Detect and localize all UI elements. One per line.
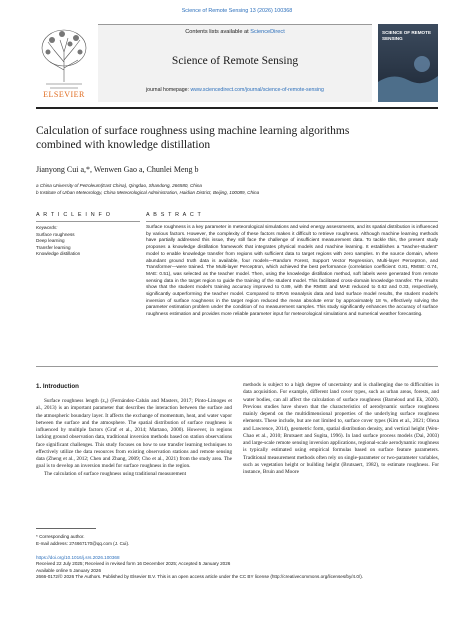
contents-line (98, 29, 372, 35)
title-line-1: Calculation of surface roughness using machine learning algorithms (36, 125, 350, 137)
affiliation-b: b Institute of Urban Meteorology, China Meteorological Administration, Haidian District, Beijing, 100089, China (36, 190, 260, 195)
author-list: Jianyong Cui a,*, Wenwen Gao a, Chunlei Meng b (36, 165, 199, 174)
abstract-text: Surface roughness is a key parameter in meteorological simulations and wind energy assessments, and its spatial distribution is influenced by various factors. However, the complexity of these factors makes it difficult to retrieve roughness. Although machine learning methods have partially addressed this issue, they still face the challenge of insufficient measurement data. To tackle this, the present study proposes a knowledge distillation framework that integrates physical models and machine learning. It establishes a "teacher-student" model to enable knowledge transfer from regions with sufficient data to target regions with zero samples. In the source domain, where abundant ground truth data is available, four models—Random Forest, Support Vector Regression, Multi-layer Perceptron, and Transformer—were trained. The Multi-layer Perceptron, which achieved the best performance (correlation coefficient: 0.81, RMSE: 0.74, MAE: 0.51), was selected as the teacher model. Then, using the knowledge distillation method, soft labels were generated from remote sensing data in the target region to guide the training of the student model. This facilitated cross-domain knowledge transfer. The results show that the student model's training accuracy improved to 0.89, with the RMSE and MAE reduced to 0.62 and 0.33, respectively, significantly outperforming the teacher model. Compared to ERA5 reanalysis data and land surface model results, the student model's inversion of surface roughness in the target region reduced the mean absolute error by approximately 18 %, effectively solving the parameter estimation problem under the condition of no measurement samples. This study significantly enhances the accuracy of surface roughness estimation and provides more reliable parameter input for meteorological simulations and numerical weather forecasting. (146, 225, 438, 318)
article-title (36, 124, 436, 152)
masthead-divider (36, 107, 438, 109)
introduction-heading: 1. Introduction (36, 383, 79, 390)
journal-name: Science of Remote Sensing (171, 55, 299, 67)
keywords-divider (36, 221, 140, 222)
keywords-list (36, 225, 80, 258)
body-column-right (243, 382, 439, 476)
keyword-item: Surface roughness (36, 231, 75, 237)
article-info-heading: A R T I C L E I N F O (36, 212, 112, 218)
body-column-left (36, 398, 232, 478)
contents-prefix: Contents lists available at (185, 29, 251, 35)
keywords-label: Keywords: (36, 225, 58, 230)
keyword-item: Deep learning (36, 238, 65, 244)
intro-paragraph-2: The calculation of surface roughness using traditional measurement (44, 470, 187, 477)
journal-cover-image (378, 24, 438, 102)
available-online: Available online 5 January 2026 (36, 567, 102, 573)
homepage-prefix: journal homepage: (146, 87, 191, 93)
abstract-divider (146, 221, 438, 222)
journal-citation[interactable]: Science of Remote Sensing 13 (2026) 100368 (181, 8, 293, 14)
homepage-link[interactable]: www.sciencedirect.com/journal/science-of-remote-sensing (190, 87, 324, 93)
title-line-2: combined with knowledge distillation (36, 139, 211, 151)
publication-dates: Received 22 July 2025; Received in revised form 16 December 2025; Accepted 5 January 2026 (36, 561, 231, 567)
footnote-divider (36, 528, 96, 529)
abstract-bottom-divider (36, 366, 438, 367)
journal-info-box (98, 24, 372, 102)
journal-masthead (36, 22, 438, 104)
sciencedirect-link[interactable]: ScienceDirect (250, 29, 285, 35)
license-statement: 2666-0172/© 2026 The Authors. Published by Elsevier B.V. This is an open access article under the CC BY license (http://creativecommons.org/licenses/by/4.0/). (36, 573, 363, 579)
intro-paragraph-continued: methods is subject to a high degree of uncertainty and is challenging due to difficulties in data acquisition. For example, different land cover types, such as urban areas, forests, and water bodies, can all affect the calculation of surface roughness (Barnéoud and Ek, 2020). Previous studies have shown that the characteristics of aerodynamic surface roughness mainly depend on the multidimensional properties of the underlying surface roughness elements. These include, but are not limited to, surface cover types (Kim et al., 2021; Olexa and Lawrence, 2014), geometric form, spatial distribution density, and vertical height (Wen-Chao et al., 2010; Brutsaert and Sugita, 1996). In land surface process models (Dai, 2003) and large-scale remote sensing inversion applications, regional-scale aerodynamic roughness is typically estimated using empirical formulas based on surface feature parameters. Traditional measurement methods often rely on single-parameter or two-parameter variables, such as vegetation height or building height (Brutsaert, 1982), to estimate roughness. For instance, Bruin and Moore (243, 382, 439, 475)
abstract-heading: A B S T R A C T (146, 212, 203, 218)
doi-link[interactable]: https://doi.org/10.1016/j.srs.2026.100368 (36, 555, 120, 560)
homepage-line (98, 87, 372, 93)
elsevier-wordmark: ELSEVIER (43, 90, 85, 99)
email-note: E-mail address: 274667170@qq.com (J. Cui). (36, 541, 130, 546)
intro-paragraph-1: Surface roughness length (z₀) (Fernández-Cabán and Masters, 2017; Pinto-Limoges et al., 2013) is an important parameter that describes the interaction between the surface and the atmospheric boundary layer. It affects the exchange of momentum, heat, and water vapor between the surface and the atmosphere. The spatial distribution of surface roughness is influenced by multiple factors (Graf et al., 2014; Martano, 2000). However, in regions lacking ground observation data, traditional inversion methods based on station observations face significant challenges. This study focuses on how to use transfer learning techniques to effectively utilize the data resources from existing observation stations and remote sensing data (Zheng et al., 2012; Chen and Zhang, 2009; Cho et al., 2021) from the study area. The goal is to develop an inversion model for surface roughness in the region. (36, 398, 232, 470)
publication-info (36, 555, 438, 580)
cover-title: SCIENCE OF REMOTE SENSING (382, 30, 432, 41)
affiliation-a: a China University of Petroleum(East China), Qingdao, Shandong, 266580, China (36, 183, 202, 188)
keyword-item: Transfer learning (36, 244, 71, 250)
keyword-item: Knowledge distillation (36, 251, 81, 257)
corresponding-author-note: * Corresponding author. (36, 534, 85, 539)
elsevier-logo (36, 22, 92, 104)
